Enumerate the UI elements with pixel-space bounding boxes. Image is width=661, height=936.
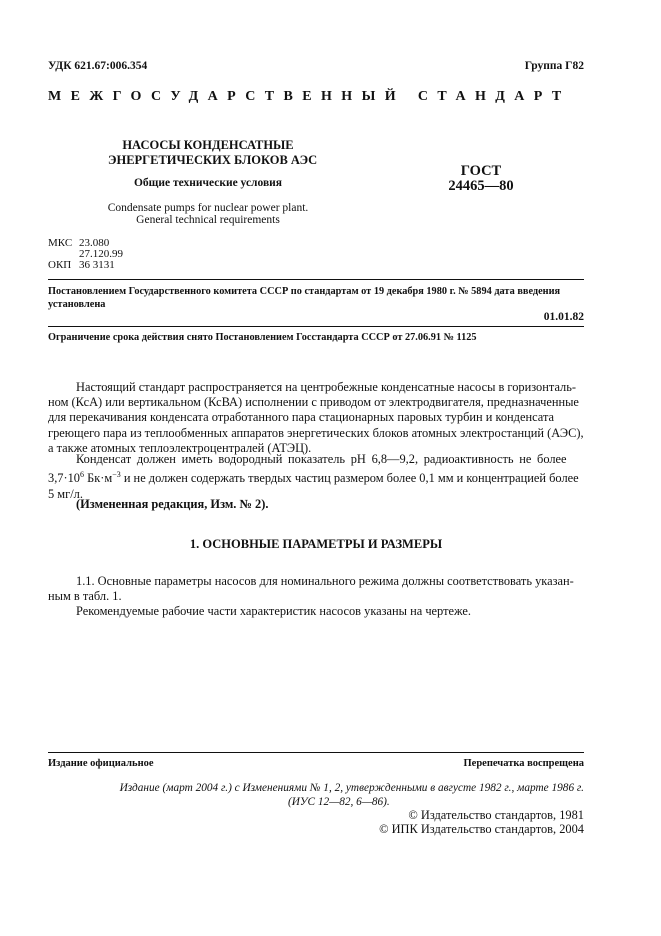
condensate-paragraph [48,452,584,502]
intro-paragraph [48,380,584,456]
radioactivity-value: 3,7·10 [48,471,81,486]
okp-code: 36 3131 [79,259,115,271]
condensate-line-2-rest: и не должен содержать твердых частиц размером более 0,1 мм и концентрацией более [120,471,579,486]
mks-label: МКС [48,237,73,249]
section-1-heading: 1. ОСНОВНЫЕ ПАРАМЕТРЫ И РАЗМЕРЫ [189,537,443,551]
restriction-text: Ограничение срока действия снято Постановлением Госстандарта СССР от 27.06.91 № 1125 [48,332,477,343]
reprint-prohibited: Перепечатка воспрещена [463,758,584,769]
section-1-line-1: 1.1. Основные параметры насосов для номинального режима должны соответствовать указан- [76,574,574,588]
official-edition: Издание официальное [48,758,154,769]
divider-footer [48,752,584,753]
group-code: Группа Г82 [524,60,584,72]
condensate-line-1: Конденсат должен иметь водородный показатель рН 6,8—9,2, радиоактивность не более [76,452,567,466]
intro-line-1: Настоящий стандарт распространяется на центробежные конденсатные насосы в горизонталь- [76,380,577,394]
unit-bq: Бк·м [84,471,113,486]
gost-label: ГОСТ [460,163,502,179]
decree-text: Постановлением Государственного комитета СССР по стандартам от 19 декабря 1980 г. № 5894 дата введения установлена [48,286,561,310]
intro-line-2: ном (КсА) или вертикальном (КсВА) исполнении с приводом от электродвигателя, предназначенные [48,395,579,410]
intro-line-5: а также атомных теплоэлектроцентралей (АТЭЦ). [48,440,312,455]
title-line-2: ЭНЕРГЕТИЧЕСКИХ БЛОКОВ АЭС [108,153,318,167]
subtitle: Общие технические условия [133,177,283,189]
copyright-1981: © Издательство стандартов, 1981 [408,808,584,822]
title-line-1: НАСОСЫ КОНДЕНСАТНЫЕ [122,138,294,152]
exponent-6: 6 [80,470,85,480]
revision-note: (Измененная редакция, Изм. № 2). [76,497,269,511]
condensate-line-3: 5 мг/л. [48,486,83,501]
exponent-minus-3: −3 [112,470,121,480]
gost-number: 24465—80 [448,178,514,194]
mks-code-1: 23.080 [79,237,110,249]
divider-middle [48,326,584,327]
english-title-line-1: Condensate pumps for nuclear power plant. [107,202,309,214]
divider-top [48,279,584,280]
introduction-date: 01.01.82 [543,311,584,323]
section-1-paragraph [48,574,584,620]
mks-code-2: 27.120.99 [79,248,123,260]
udk-code: УДК 621.67:006.354 [48,60,148,72]
section-1-line-2: ным в табл. 1. [48,589,122,604]
okp-label: ОКП [48,259,72,271]
section-1-line-3: Рекомендуемые рабочие части характеристик насосов указаны на чертеже. [76,604,471,619]
intro-line-4: греющего пара из теплообменных аппаратов энергетических блоков атомных электростанций (АЭС), [48,425,584,440]
condensate-line-2 [48,467,584,486]
copyright-2004: © ИПК Издательство стандартов, 2004 [379,822,584,836]
standard-banner: МЕЖГОСУДАРСТВЕННЫЙ СТАНДАРТ [48,89,571,104]
edition-note-line-2: (ИУС 12—82, 6—86). [288,796,390,808]
intro-line-3: для перекачивания конденсата отработанного пара стационарных паровых турбин и конденсата [48,410,555,425]
edition-note-line-1: Издание (март 2004 г.) с Изменениями № 1, 2, утвержденными в августе 1982 г., марте 1986 г. [119,782,584,794]
english-title-line-2: General technical requirements [136,214,280,226]
